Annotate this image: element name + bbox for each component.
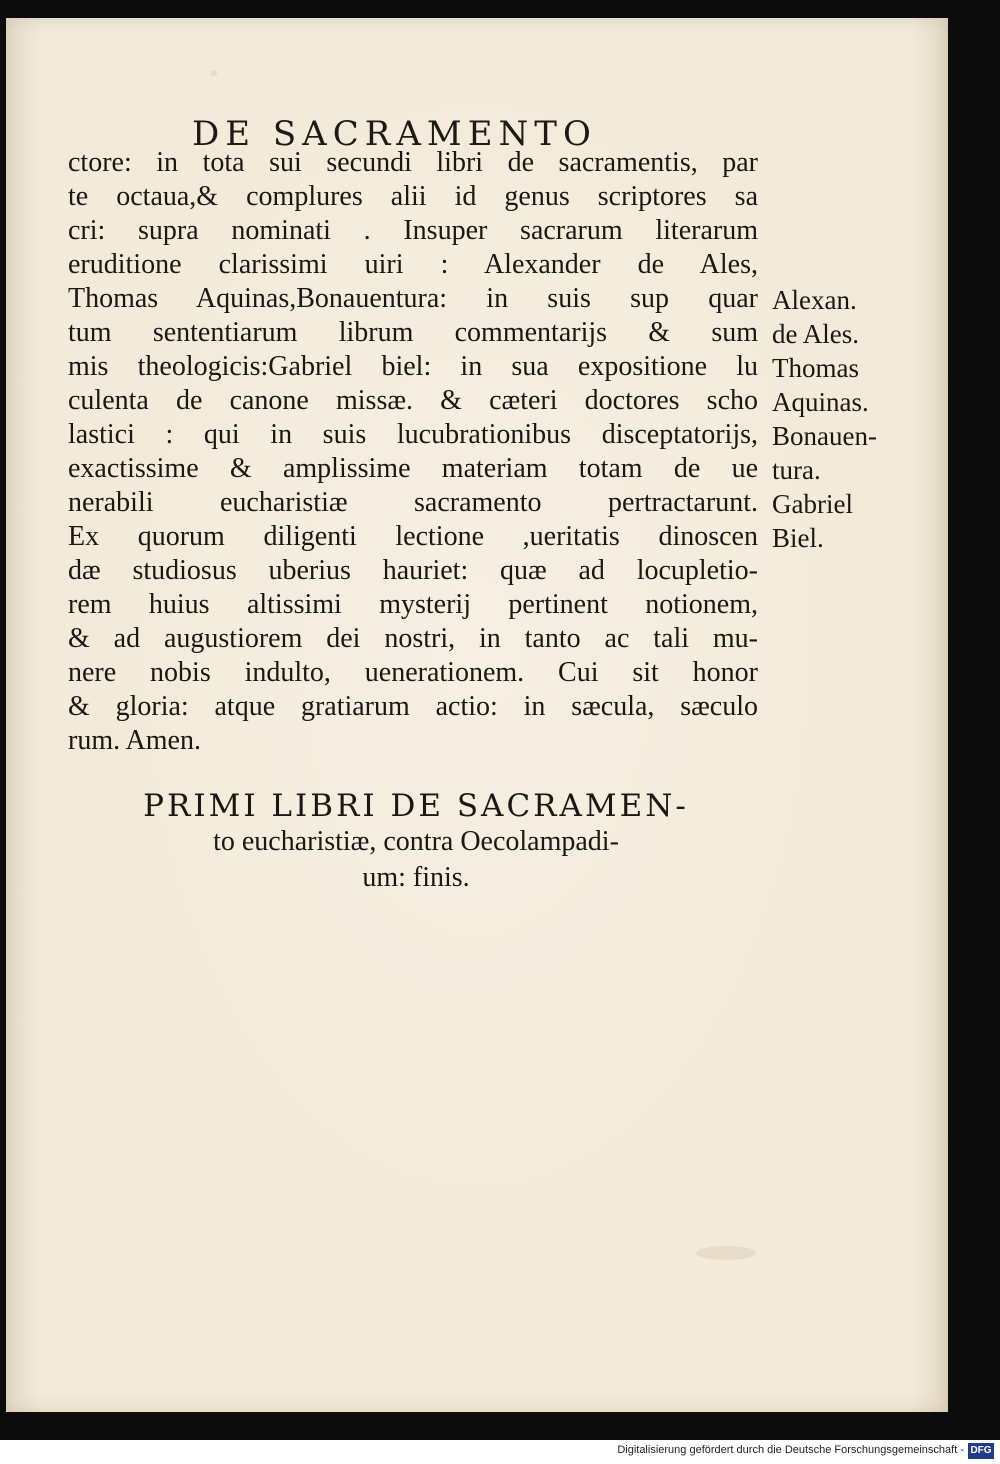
margin-note: Aquinas. xyxy=(772,387,869,417)
book-page xyxy=(6,18,948,1412)
dfg-logo-icon: DFG xyxy=(968,1443,994,1459)
body-text xyxy=(68,146,758,758)
body-line: ctore: in tota sui secundi libri de sacramentis, par xyxy=(68,147,758,178)
body-line: Thomas Aquinas,Bonauentura: in suis sup quar xyxy=(68,283,758,314)
colophon-subtitle: to eucharistiæ, contra Oecolampadi- xyxy=(213,826,619,857)
marginal-notes xyxy=(772,283,942,555)
margin-note: Alexan. xyxy=(772,285,857,315)
footer-bar xyxy=(0,1440,1000,1464)
body-line: rum. Amen. xyxy=(68,725,201,756)
paper-spot xyxy=(211,70,217,76)
body-line: nerabili eucharistiæ sacramento pertractarunt. xyxy=(68,487,758,518)
colophon-end: um: finis. xyxy=(362,862,470,893)
margin-note: Bonauen- xyxy=(772,421,877,451)
body-line: dæ studiosus uberius hauriet: quæ ad locupletio- xyxy=(68,555,758,586)
body-line: nere nobis indulto, uenerationem. Cui sit honor xyxy=(68,657,758,688)
body-line: lastici : qui in suis lucubrationibus disceptatorijs, xyxy=(68,419,758,450)
body-line: rem huius altissimi mysterij pertinent notionem, xyxy=(68,589,758,620)
body-line: & ad augustiorem dei nostri, in tanto ac tali mu- xyxy=(68,623,758,654)
colophon xyxy=(66,788,766,896)
margin-note: Thomas xyxy=(772,353,859,383)
margin-note: tura. xyxy=(772,455,821,485)
body-line: te octaua,& complures alii id genus scriptores sa xyxy=(68,181,758,212)
body-line: exactissime & amplissime materiam totam de ue xyxy=(68,453,758,484)
body-line: tum sententiarum librum commentarijs & sum xyxy=(68,317,758,348)
margin-note: Biel. xyxy=(772,523,824,553)
margin-note: Gabriel xyxy=(772,489,853,519)
body-line: eruditione clarissimi uiri : Alexander de Ales, xyxy=(68,249,758,280)
colophon-title: PRIMI LIBRI DE SACRAMEN- xyxy=(143,788,689,824)
margin-note: de Ales. xyxy=(772,319,859,349)
body-line: mis theologicis:Gabriel biel: in sua expositione lu xyxy=(68,351,758,382)
body-line: culenta de canone missæ. & cæteri doctores scho xyxy=(68,385,758,416)
body-line: & gloria: atque gratiarum actio: in sæcula, sæculo xyxy=(68,691,758,722)
body-line: Ex quorum diligenti lectione ,ueritatis dinoscen xyxy=(68,521,758,552)
paper-stain xyxy=(696,1246,756,1260)
running-head: DE SACRAMENTO xyxy=(192,114,597,154)
funding-credit: Digitalisierung gefördert durch die Deutsche Forschungsgemeinschaft - xyxy=(617,1444,964,1456)
body-line: cri: supra nominati . Insuper sacrarum literarum xyxy=(68,215,758,246)
